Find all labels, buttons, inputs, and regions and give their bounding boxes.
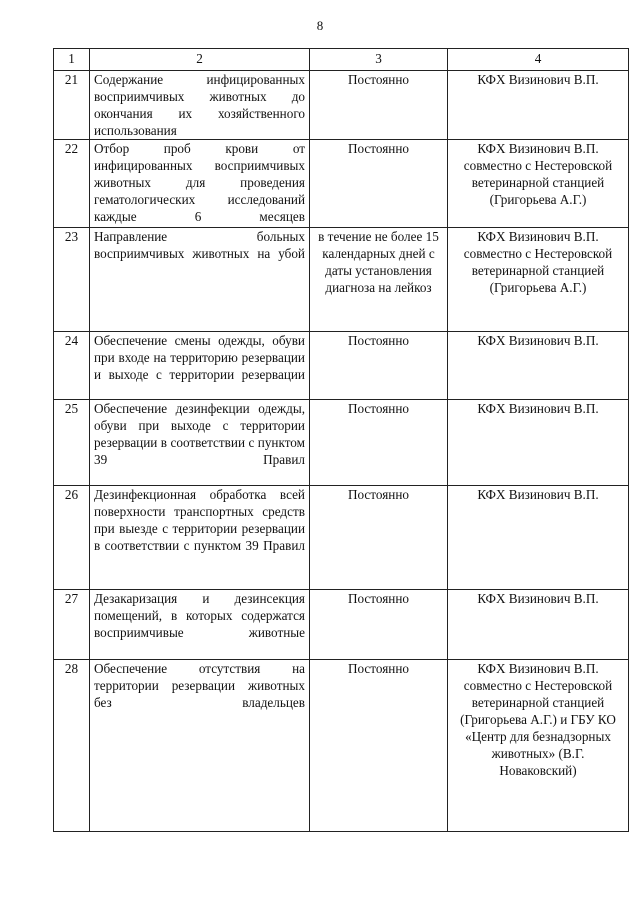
header-col-4: 4 xyxy=(448,49,629,71)
row-number: 22 xyxy=(54,140,90,228)
measure-period: Постоянно xyxy=(310,486,448,590)
row-number: 25 xyxy=(54,400,90,486)
table-row xyxy=(54,332,629,400)
measure-description: Содержание инфицированных восприимчивых животных до окончания их хозяйственного использования xyxy=(90,71,310,140)
measures-table xyxy=(53,48,629,832)
measure-description: Отбор проб крови от инфицированных восприимчивых животных для проведения гематологических исследований каждые 6 месяцев xyxy=(90,140,310,228)
measure-period: Постоянно xyxy=(310,71,448,140)
measure-description: Дезакаризация и дезинсекция помещений, в которых содержатся восприимчивые животные xyxy=(90,590,310,660)
header-col-3: 3 xyxy=(310,49,448,71)
measure-period: Постоянно xyxy=(310,140,448,228)
responsible-party: КФХ Визинович В.П. совместно с Нестеровской ветеринарной станцией (Григорьева А.Г.) xyxy=(448,140,629,228)
responsible-party: КФХ Визинович В.П. совместно с Нестеровской ветеринарной станцией (Григорьева А.Г.) и ГБУ КО «Центр для безнадзорных животных» (В.Г. Новаковский) xyxy=(448,660,629,832)
table-row xyxy=(54,140,629,228)
measure-period: Постоянно xyxy=(310,660,448,832)
row-number: 27 xyxy=(54,590,90,660)
responsible-party: КФХ Визинович В.П. xyxy=(448,332,629,400)
table-row xyxy=(54,660,629,832)
row-number: 26 xyxy=(54,486,90,590)
page-number: 8 xyxy=(316,18,324,33)
row-number: 23 xyxy=(54,228,90,332)
row-number: 28 xyxy=(54,660,90,832)
responsible-party: КФХ Визинович В.П. совместно с Нестеровской ветеринарной станцией (Григорьева А.Г.) xyxy=(448,228,629,332)
measure-period: Постоянно xyxy=(310,590,448,660)
measure-period: Постоянно xyxy=(310,400,448,486)
table-row xyxy=(54,486,629,590)
measure-description: Направление больных восприимчивых животных на убой xyxy=(90,228,310,332)
table-row xyxy=(54,228,629,332)
responsible-party: КФХ Визинович В.П. xyxy=(448,486,629,590)
measure-description: Обеспечение смены одежды, обуви при входе на территорию резервации и выходе с территории резервации xyxy=(90,332,310,400)
table-row xyxy=(54,400,629,486)
measure-description: Обеспечение дезинфекции одежды, обуви при выходе с территории резервации в соответствии с пунктом 39 Правил xyxy=(90,400,310,486)
responsible-party: КФХ Визинович В.П. xyxy=(448,71,629,140)
measure-description: Дезинфекционная обработка всей поверхности транспортных средств при выезде с территории резервации в соответствии с пунктом 39 Правил xyxy=(90,486,310,590)
measure-period: Постоянно xyxy=(310,332,448,400)
header-col-1: 1 xyxy=(54,49,90,71)
table-row xyxy=(54,71,629,140)
measure-description: Обеспечение отсутствия на территории резервации животных без владельцев xyxy=(90,660,310,832)
row-number: 24 xyxy=(54,332,90,400)
responsible-party: КФХ Визинович В.П. xyxy=(448,590,629,660)
header-col-2: 2 xyxy=(90,49,310,71)
responsible-party: КФХ Визинович В.П. xyxy=(448,400,629,486)
measure-period: в течение не более 15 календарных дней с даты установления диагноза на лейкоз xyxy=(310,228,448,332)
row-number: 21 xyxy=(54,71,90,140)
table-row xyxy=(54,590,629,660)
table-header-row xyxy=(54,49,629,71)
